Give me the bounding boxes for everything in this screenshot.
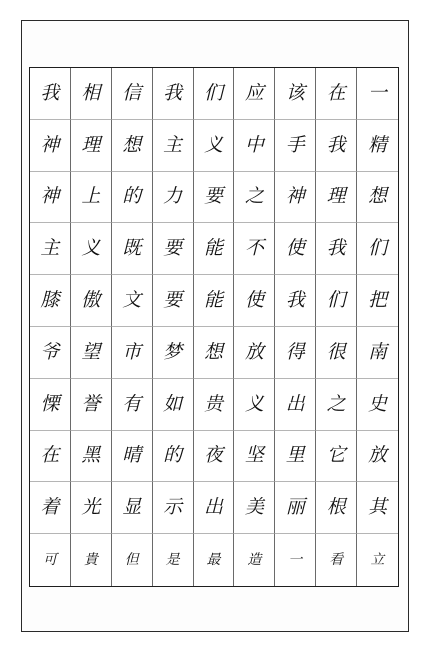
grid-cell: 它 [316, 431, 357, 483]
grid-cell: 相 [71, 68, 112, 120]
grid-cell: 是 [153, 534, 194, 586]
grid-cell: 美 [234, 482, 275, 534]
grid-cell: 一 [275, 534, 316, 586]
grid-cell: 膝 [30, 275, 71, 327]
grid-cell: 誉 [71, 379, 112, 431]
grid-cell: 义 [194, 120, 235, 172]
grid-cell: 要 [194, 172, 235, 224]
grid-cell: 放 [357, 431, 398, 483]
grid-cell: 有 [112, 379, 153, 431]
grid-cell: 主 [30, 223, 71, 275]
grid-cell: 根 [316, 482, 357, 534]
grid-cell: 我 [316, 223, 357, 275]
grid-cell: 丽 [275, 482, 316, 534]
grid-cell: 坚 [234, 431, 275, 483]
grid-cell: 其 [357, 482, 398, 534]
grid-cell: 里 [275, 431, 316, 483]
grid-cell: 们 [194, 68, 235, 120]
grid-cell: 理 [71, 120, 112, 172]
grid-cell: 一 [357, 68, 398, 120]
grid-cell: 梦 [153, 327, 194, 379]
grid-cell: 着 [30, 482, 71, 534]
grid-cell: 很 [316, 327, 357, 379]
grid-cell: 但 [112, 534, 153, 586]
grid-cell: 贵 [194, 379, 235, 431]
grid-cell: 要 [153, 223, 194, 275]
grid-cell: 慄 [30, 379, 71, 431]
grid-cell: 想 [194, 327, 235, 379]
grid-cell: 不 [234, 223, 275, 275]
grid-cell: 的 [112, 172, 153, 224]
grid-cell: 我 [275, 275, 316, 327]
grid-cell: 我 [153, 68, 194, 120]
grid-cell: 神 [275, 172, 316, 224]
grid-cell: 之 [316, 379, 357, 431]
grid-cell: 使 [275, 223, 316, 275]
grid-cell: 主 [153, 120, 194, 172]
grid-cell: 该 [275, 68, 316, 120]
writing-grid [29, 67, 399, 587]
grid-cell: 想 [112, 120, 153, 172]
grid-cell: 神 [30, 120, 71, 172]
grid-cell: 黑 [71, 431, 112, 483]
grid-cell: 上 [71, 172, 112, 224]
grid-cell: 夜 [194, 431, 235, 483]
grid-cell: 傲 [71, 275, 112, 327]
grid-cell: 最 [194, 534, 235, 586]
grid-cell: 爷 [30, 327, 71, 379]
grid-cell: 造 [234, 534, 275, 586]
grid-cell: 文 [112, 275, 153, 327]
grid-cell: 市 [112, 327, 153, 379]
grid-cell: 看 [316, 534, 357, 586]
grid-cell: 光 [71, 482, 112, 534]
grid-cell: 南 [357, 327, 398, 379]
grid-cell: 如 [153, 379, 194, 431]
grid-cell: 手 [275, 120, 316, 172]
grid-cell: 晴 [112, 431, 153, 483]
grid-cell: 能 [194, 223, 235, 275]
grid-cell: 能 [194, 275, 235, 327]
grid-cell: 在 [30, 431, 71, 483]
grid-cell: 之 [234, 172, 275, 224]
grid-cell: 史 [357, 379, 398, 431]
grid-cell: 貴 [71, 534, 112, 586]
grid-cell: 义 [71, 223, 112, 275]
grid-cell: 精 [357, 120, 398, 172]
grid-cell: 可 [30, 534, 71, 586]
grid-cell: 得 [275, 327, 316, 379]
grid-cell: 应 [234, 68, 275, 120]
grid-cell: 出 [194, 482, 235, 534]
grid-cell: 示 [153, 482, 194, 534]
grid-cell: 们 [316, 275, 357, 327]
grid-cell: 放 [234, 327, 275, 379]
grid-cell: 望 [71, 327, 112, 379]
grid-cell: 显 [112, 482, 153, 534]
grid-cell: 使 [234, 275, 275, 327]
grid-cell: 信 [112, 68, 153, 120]
grid-cell: 把 [357, 275, 398, 327]
grid-cell: 立 [370, 552, 385, 569]
grid-cell: 中 [234, 120, 275, 172]
grid-cell: 我 [316, 120, 357, 172]
grid-cell: 既 [112, 223, 153, 275]
grid-cell: 力 [153, 172, 194, 224]
grid-cell: 要 [153, 275, 194, 327]
grid-cell: 理 [316, 172, 357, 224]
grid-cell: 们 [357, 223, 398, 275]
grid-cell: 想 [357, 172, 398, 224]
grid-cell: 在 [316, 68, 357, 120]
grid-cell: 义 [234, 379, 275, 431]
grid-cell: 神 [30, 172, 71, 224]
grid-cell: 我 [30, 68, 71, 120]
grid-cell: 出 [275, 379, 316, 431]
grid-cell: 的 [153, 431, 194, 483]
